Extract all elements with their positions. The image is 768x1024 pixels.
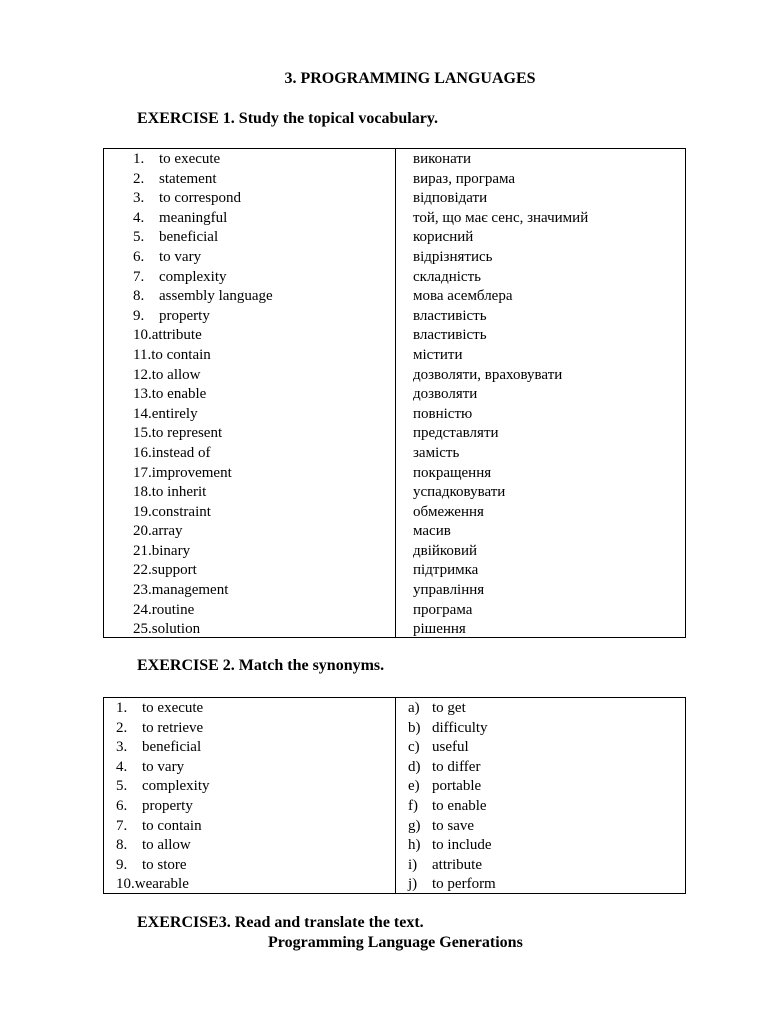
vocab-term: to enable: [151, 386, 207, 403]
vocab-term: to contain: [151, 346, 211, 363]
vocab-translation: представляти: [413, 425, 499, 442]
synonym-term-row: [104, 836, 395, 856]
item-number: 2.: [116, 719, 128, 736]
item-number: 23.: [133, 582, 152, 599]
vocab-translation: покращення: [413, 464, 492, 481]
item-number: 5.: [133, 229, 145, 246]
item-number: 18.: [133, 484, 152, 501]
vocab-translation: програма: [413, 601, 473, 618]
vocab-translation: відрізнятись: [413, 248, 493, 265]
item-number: 3.: [133, 190, 145, 207]
synonym-option: to get: [432, 700, 466, 716]
vocab-translation: містити: [413, 346, 463, 363]
vocab-translation: підтримка: [413, 562, 479, 579]
vocab-term: to allow: [151, 366, 201, 383]
vocab-term-row: [104, 503, 395, 523]
vocab-term: property: [159, 307, 210, 324]
synonym-option: difficulty: [432, 719, 488, 736]
item-number: 6.: [116, 797, 128, 814]
synonym-option-row: [408, 738, 685, 758]
page-title: 3. PROGRAMMING LANGUAGES: [284, 70, 536, 87]
vocab-term-row: [104, 542, 395, 562]
vocab-translation: замість: [413, 444, 460, 461]
option-letter: e): [408, 778, 420, 795]
item-number: 17.: [133, 464, 152, 481]
synonym-term: to contain: [142, 817, 202, 834]
item-number: 15.: [133, 425, 152, 442]
synonym-term: complexity: [142, 778, 210, 795]
item-number: 22.: [133, 562, 152, 579]
synonym-term: to allow: [142, 837, 191, 854]
synonym-term-row: [104, 738, 395, 758]
item-number: 19.: [133, 503, 152, 520]
vocab-term: to execute: [159, 151, 221, 167]
vocab-term-row: [104, 346, 395, 366]
vocab-term-row: [104, 483, 395, 503]
synonym-term-row: [104, 856, 395, 876]
option-letter: a): [408, 700, 420, 716]
item-number: 16.: [133, 444, 152, 461]
item-number: 9.: [116, 856, 128, 873]
vocab-term-row: [104, 268, 395, 288]
item-number: 11.: [133, 346, 152, 363]
vocab-term: to correspond: [159, 190, 242, 207]
vocab-term-row: [104, 287, 395, 307]
item-number: 8.: [116, 837, 128, 854]
item-number: 12.: [133, 366, 152, 383]
vocab-term-row: [104, 620, 395, 640]
synonyms-right-column: [396, 698, 685, 893]
vocab-term-row: [104, 405, 395, 425]
vocab-term: instead of: [151, 444, 211, 461]
vocab-term: meaningful: [159, 209, 228, 226]
synonym-term: to store: [142, 856, 187, 873]
synonym-term: property: [142, 797, 193, 814]
item-number: 9.: [133, 307, 145, 324]
item-number: 8.: [133, 288, 145, 305]
item-number: 2.: [133, 170, 145, 187]
synonym-option-row: [408, 797, 685, 817]
vocab-term: entirely: [151, 405, 198, 422]
item-number: 4.: [116, 758, 128, 775]
item-number: 20.: [133, 523, 152, 540]
synonym-option: to enable: [432, 797, 487, 814]
text-title: Programming Language Generations: [268, 934, 523, 951]
synonym-term-row: [104, 797, 395, 817]
vocab-term: to vary: [159, 248, 202, 265]
vocab-translation: той, що має сенс, значимий: [413, 209, 589, 226]
synonym-option: to include: [432, 837, 492, 854]
synonym-option-row: [408, 817, 685, 837]
option-letter: h): [408, 837, 421, 854]
option-letter: i): [408, 856, 418, 873]
exercise-1-heading: EXERCISE 1. Study the topical vocabulary.: [137, 110, 438, 127]
synonym-term-row: [104, 777, 395, 797]
item-number: 6.: [133, 248, 145, 265]
vocab-translation: успадковувати: [413, 484, 506, 501]
option-letter: f): [408, 797, 418, 814]
vocab-term-row: [104, 209, 395, 229]
item-number: 21.: [133, 542, 152, 559]
vocab-translation: обмеження: [413, 503, 484, 520]
vocab-term: binary: [151, 542, 191, 559]
vocab-translation: масив: [413, 523, 451, 540]
item-number: 1.: [133, 151, 145, 167]
item-number: 24.: [133, 601, 152, 618]
vocab-term: attribute: [151, 327, 202, 344]
vocab-translation: виконати: [413, 151, 472, 167]
synonyms-table: [103, 697, 686, 894]
vocab-translation: рішення: [413, 621, 466, 638]
vocab-term: to inherit: [151, 484, 207, 501]
option-letter: j): [408, 876, 418, 893]
vocab-term-row: [104, 464, 395, 484]
synonym-option-row: [408, 719, 685, 739]
synonym-option: portable: [432, 778, 482, 795]
vocab-term-row: [104, 326, 395, 346]
synonym-term-row: [104, 699, 395, 719]
vocab-translation: властивість: [413, 327, 487, 344]
synonym-term: wearable: [134, 876, 189, 893]
synonym-option: attribute: [432, 856, 482, 873]
option-letter: b): [408, 719, 421, 736]
vocab-translation: повністю: [413, 405, 473, 422]
vocab-term: complexity: [159, 268, 227, 285]
vocab-term-row: [104, 444, 395, 464]
item-number: 10.: [116, 876, 135, 893]
vocab-term: support: [151, 562, 197, 579]
vocab-translation: мова асемблера: [413, 288, 513, 305]
option-letter: g): [408, 817, 421, 834]
vocab-translation: вираз, програма: [413, 170, 516, 187]
item-number: 1.: [116, 700, 128, 716]
exercise-3-heading: EXERCISE3. Read and translate the text.: [137, 914, 424, 931]
vocab-term: statement: [159, 170, 217, 187]
item-number: 14.: [133, 405, 152, 422]
vocab-term: array: [151, 523, 183, 540]
vocab-translation: двійковий: [413, 542, 478, 559]
item-number: 7.: [116, 817, 128, 834]
synonym-term: beneficial: [142, 739, 202, 756]
vocab-translation: управління: [413, 582, 485, 599]
synonym-option: to perform: [432, 876, 496, 893]
vocab-term-row: [104, 150, 395, 170]
vocab-translation: властивість: [413, 307, 487, 324]
item-number: 10.: [133, 327, 152, 344]
item-number: 25.: [133, 621, 152, 638]
vocab-translation: складність: [413, 268, 481, 285]
synonym-term: to execute: [142, 700, 204, 716]
synonyms-left-column: [104, 698, 396, 893]
vocab-term: improvement: [151, 464, 232, 481]
synonym-term-row: [104, 817, 395, 837]
vocab-term-row: [104, 601, 395, 621]
option-letter: d): [408, 758, 421, 775]
synonym-term-row: [104, 758, 395, 778]
synonym-option-row: [408, 836, 685, 856]
synonym-term-row: [104, 719, 395, 739]
vocab-term-row: [104, 522, 395, 542]
synonym-option: to save: [432, 817, 475, 834]
vocab-term-row: [104, 228, 395, 248]
item-number: 13.: [133, 386, 152, 403]
vocab-translation: відповідати: [413, 190, 488, 207]
vocab-translation: дозволяти: [413, 386, 478, 403]
synonym-option-row: [408, 777, 685, 797]
vocab-term: solution: [151, 621, 201, 638]
synonym-option-row: [408, 856, 685, 876]
vocab-term-row: [104, 189, 395, 209]
vocab-term-row: [104, 170, 395, 190]
exercise-2-heading: EXERCISE 2. Match the synonyms.: [137, 657, 385, 674]
vocab-term: management: [151, 582, 229, 599]
vocab-term-row: [104, 561, 395, 581]
synonym-option-row: [408, 758, 685, 778]
vocab-term: routine: [151, 601, 195, 618]
option-letter: c): [408, 739, 420, 756]
vocab-term: constraint: [151, 503, 211, 520]
synonym-term: to vary: [142, 758, 185, 775]
vocab-term-row: [104, 248, 395, 268]
vocabulary-translations-column: [396, 149, 685, 637]
synonym-option: to differ: [432, 758, 481, 775]
vocab-term: assembly language: [159, 288, 273, 305]
item-number: 5.: [116, 778, 128, 795]
vocab-term: to represent: [151, 425, 223, 442]
item-number: 3.: [116, 739, 128, 756]
vocabulary-table: [103, 148, 686, 638]
vocab-translation: дозволяти, враховувати: [413, 366, 563, 383]
synonym-option-row: [408, 699, 685, 719]
vocab-term-row: [104, 581, 395, 601]
vocab-term-row: [104, 366, 395, 386]
vocab-term: beneficial: [159, 229, 219, 246]
vocabulary-terms-column: [104, 149, 396, 637]
item-number: 4.: [133, 209, 145, 226]
synonym-option-row: [408, 875, 685, 895]
synonym-option: useful: [432, 739, 469, 756]
vocab-term-row: [104, 424, 395, 444]
item-number: 7.: [133, 268, 145, 285]
vocab-term-row: [104, 307, 395, 327]
vocab-translation: корисний: [413, 229, 474, 246]
synonym-term-row: [104, 875, 395, 895]
vocab-term-row: [104, 385, 395, 405]
synonym-term: to retrieve: [142, 719, 204, 736]
